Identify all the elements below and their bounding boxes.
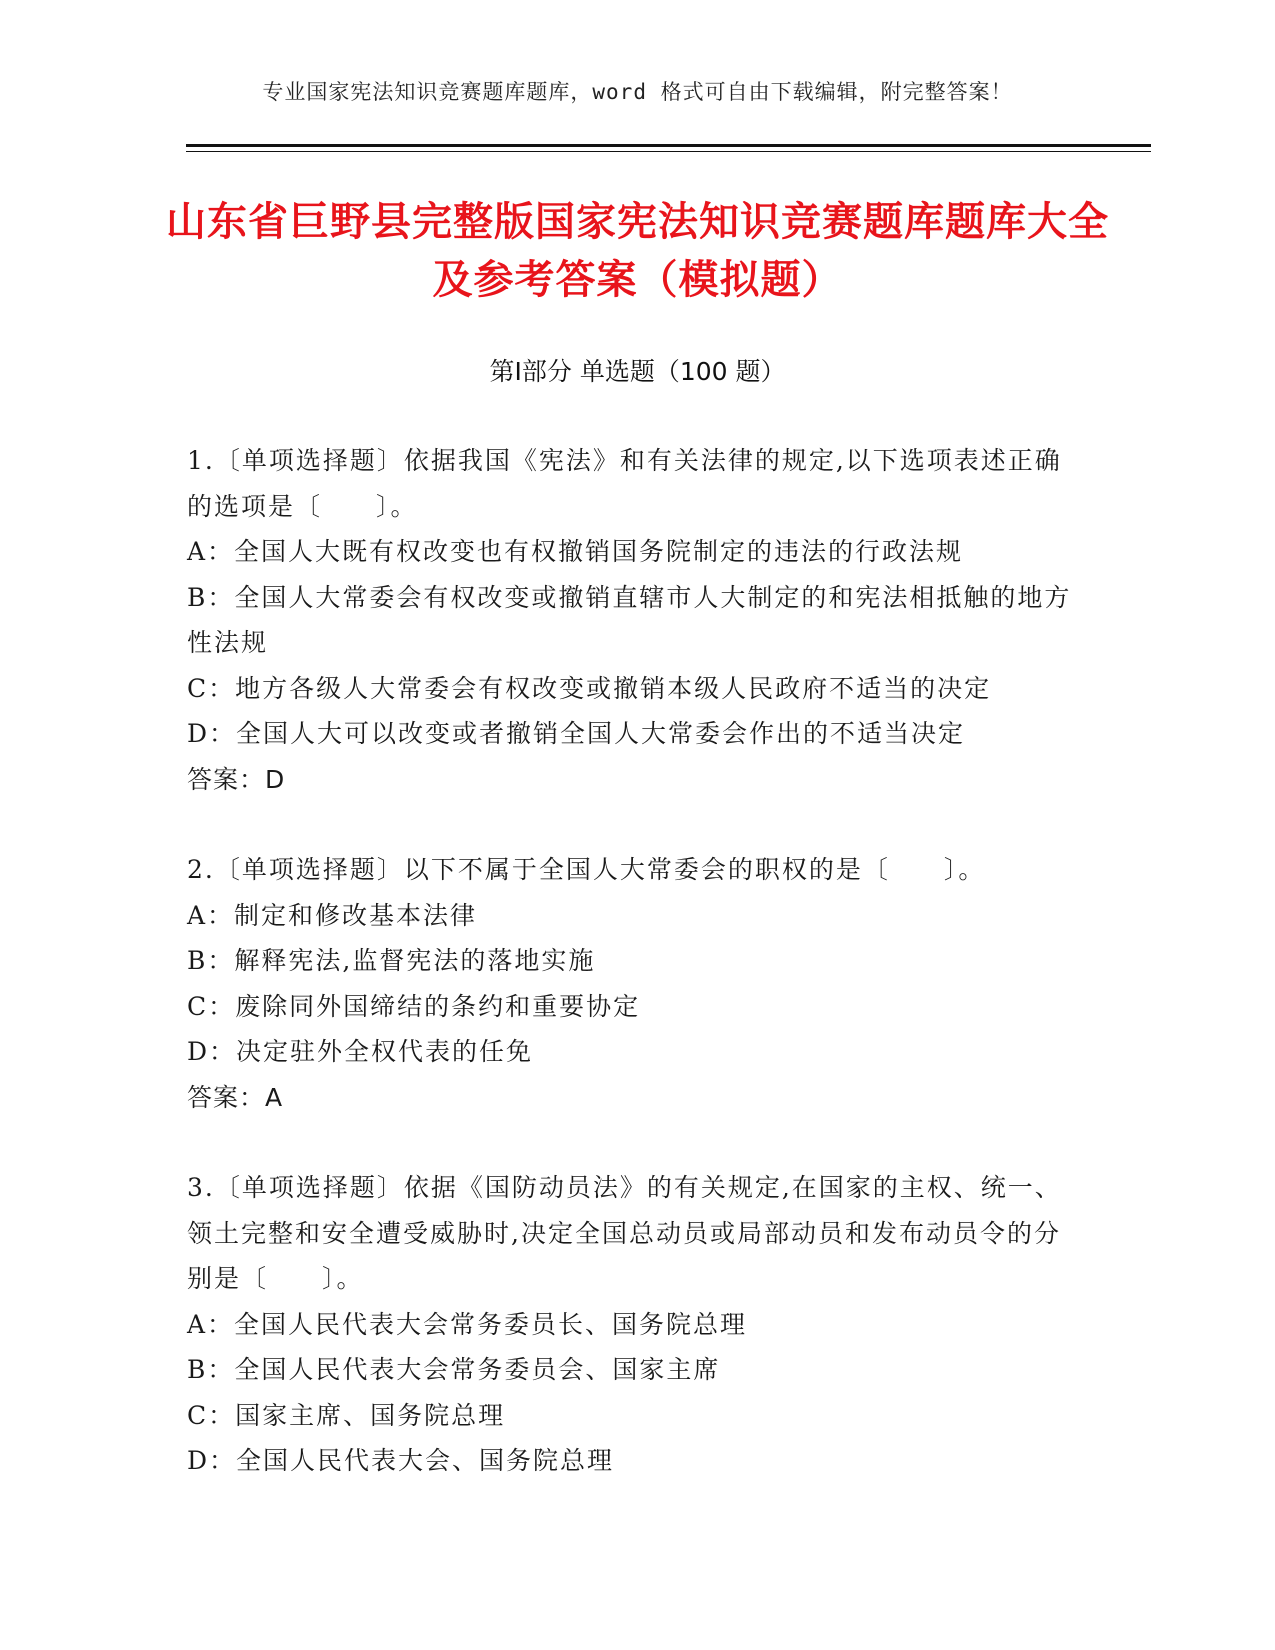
question-option-a: A：全国人大既有权改变也有权撤销国务院制定的违法的行政法规 <box>187 537 964 566</box>
question-option-c: C：地方各级人大常委会有权改变或撤销本级人民政府不适当的决定 <box>187 673 992 703</box>
question-option-b: B：解释宪法,监督宪法的落地实施 <box>187 946 596 975</box>
question-option-a: A：全国人民代表大会常务委员长、国务院总理 <box>187 1309 748 1339</box>
question-item <box>187 438 1087 802</box>
question-item <box>187 847 1087 1120</box>
question-option-b: B：全国人大常委会有权改变或撤销直辖市人大制定的和宪法相抵触的地方性法规 <box>187 582 1072 657</box>
question-stem: 3.〔单项选择题〕依据《国防动员法》的有关规定,在国家的主权、统一、领土完整和安全遭受威胁时,决定全国总动员或局部动员和发布动员令的分别是〔 〕。 <box>187 1173 1062 1293</box>
question-stem: 2.〔单项选择题〕以下不属于全国人大常委会的职权的是〔 〕。 <box>187 855 986 884</box>
question-option-d: D：全国人大可以改变或者撤销全国人大常委会作出的不适当决定 <box>187 719 966 748</box>
question-answer: 答案：D <box>187 764 286 794</box>
question-option-c: C：国家主席、国务院总理 <box>187 1400 506 1430</box>
question-stem: 1.〔单项选择题〕依据我国《宪法》和有关法律的规定,以下选项表述正确的选项是〔 〕。 <box>187 446 1062 521</box>
header-rule-thin <box>186 151 1151 152</box>
page-header-tagline: 专业国家宪法知识竞赛题库题库，word 格式可自由下载编辑，附完整答案！ <box>262 80 1013 104</box>
question-answer: 答案：A <box>187 1082 284 1112</box>
question-option-c: C：废除同外国缔结的条约和重要协定 <box>187 991 641 1021</box>
question-list <box>187 438 1087 1484</box>
header-rule-thick <box>186 144 1151 147</box>
question-option-b: B：全国人民代表大会常务委员会、国家主席 <box>187 1355 721 1384</box>
question-option-d: D：全国人民代表大会、国务院总理 <box>187 1446 615 1475</box>
section-title: 第Ⅰ部分 单选题（100 题） <box>489 357 786 386</box>
question-option-a: A：制定和修改基本法律 <box>187 900 478 930</box>
question-item <box>187 1165 1087 1484</box>
document-title: 山东省巨野县完整版国家宪法知识竞赛题库题库大全及参考答案（模拟题） <box>166 199 1109 303</box>
question-option-d: D：决定驻外全权代表的任免 <box>187 1037 534 1066</box>
